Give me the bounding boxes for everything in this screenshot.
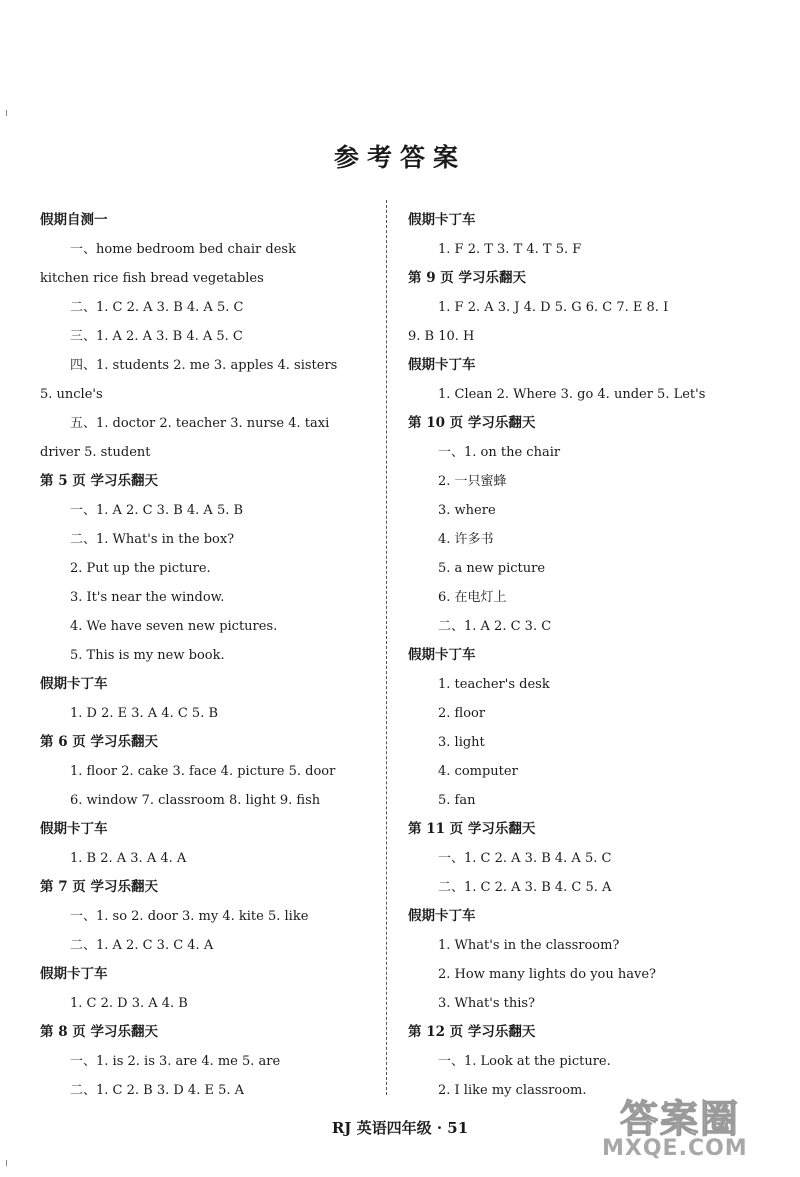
section-heading: 第 5 页 学习乐翻天 — [40, 473, 158, 489]
answer-line: 5. a new picture — [438, 561, 546, 576]
section-heading: 假期卡丁车 — [40, 676, 108, 692]
answer-line: 1. F 2. T 3. T 4. T 5. F — [438, 242, 582, 257]
page-footer: RJ 英语四年级 · 51 — [331, 1119, 469, 1137]
section-heading: 第 6 页 学习乐翻天 — [40, 734, 158, 750]
section-heading: 第 11 页 学习乐翻天 — [408, 821, 536, 837]
answer-line: 3. light — [438, 735, 485, 750]
section-heading: 第 8 页 学习乐翻天 — [40, 1024, 158, 1040]
section-heading: 第 7 页 学习乐翻天 — [40, 879, 158, 895]
answer-line: 二、1. C 2. A 3. B 4. A 5. C — [70, 300, 244, 315]
answer-line: 9. B 10. H — [408, 329, 475, 344]
watermark-logo-text: 答案圈 — [620, 1097, 741, 1141]
answer-line: 5. This is my new book. — [70, 648, 225, 663]
answer-line: 一、1. C 2. A 3. B 4. A 5. C — [438, 851, 612, 866]
answer-line: 2. 一只蜜蜂 — [438, 474, 507, 489]
answer-line: 3. What's this? — [438, 996, 536, 1011]
answer-line: 1. Clean 2. Where 3. go 4. under 5. Let's — [438, 387, 706, 402]
answer-line: 1. D 2. E 3. A 4. C 5. B — [70, 706, 219, 721]
answer-line: 五、1. doctor 2. teacher 3. nurse 4. taxi — [70, 416, 330, 431]
answer-line: 三、1. A 2. A 3. B 4. A 5. C — [70, 329, 243, 344]
page-title: 参考答案 — [333, 143, 466, 172]
answer-line: 1. F 2. A 3. J 4. D 5. G 6. C 7. E 8. I — [438, 300, 669, 315]
answer-line: 2. Put up the picture. — [70, 561, 211, 576]
answer-line: 4. 许多书 — [438, 532, 494, 547]
answer-line: 6. window 7. classroom 8. light 9. fish — [70, 793, 321, 808]
column-divider — [386, 200, 387, 1095]
answer-line: 1. C 2. D 3. A 4. B — [70, 996, 188, 1011]
answer-line: 1. floor 2. cake 3. face 4. picture 5. door — [70, 764, 336, 779]
answer-line: 二、1. C 2. B 3. D 4. E 5. A — [70, 1083, 245, 1098]
answer-line: 1. teacher's desk — [438, 677, 550, 692]
answer-line: 一、1. A 2. C 3. B 4. A 5. B — [70, 503, 244, 518]
answer-line: 4. We have seven new pictures. — [70, 619, 278, 634]
section-heading: 假期卡丁车 — [40, 966, 108, 982]
answer-line: 5. fan — [438, 793, 476, 808]
section-heading: 假期卡丁车 — [408, 212, 476, 228]
margin-mark — [6, 110, 7, 116]
section-heading: 第 12 页 学习乐翻天 — [408, 1024, 536, 1040]
section-heading: 假期卡丁车 — [40, 821, 108, 837]
answer-line: 2. floor — [438, 706, 486, 721]
answer-line: 一、1. is 2. is 3. are 4. me 5. are — [70, 1054, 281, 1069]
answer-line: 2. I like my classroom. — [438, 1083, 587, 1098]
left-column — [40, 206, 380, 1105]
answer-line: 1. What's in the classroom? — [438, 938, 620, 953]
answer-line: 4. computer — [438, 764, 518, 779]
section-heading: 第 9 页 学习乐翻天 — [408, 270, 526, 286]
answer-line: 6. 在电灯上 — [438, 590, 507, 605]
section-heading: 第 10 页 学习乐翻天 — [408, 415, 536, 431]
section-heading: 假期卡丁车 — [408, 357, 476, 373]
answer-line: driver 5. student — [40, 445, 151, 460]
answer-line: 1. B 2. A 3. A 4. A — [70, 851, 187, 866]
answer-line: 3. It's near the window. — [70, 590, 225, 605]
answer-line: 一、home bedroom bed chair desk — [70, 242, 296, 257]
section-heading: 假期自测一 — [40, 212, 108, 228]
right-column — [408, 206, 758, 1105]
answer-line: 二、1. C 2. A 3. B 4. C 5. A — [438, 880, 612, 895]
section-heading: 假期卡丁车 — [408, 908, 476, 924]
answer-line: 3. where — [438, 503, 496, 518]
watermark-domain: MXQE.COM — [602, 1136, 748, 1161]
margin-mark — [6, 1160, 7, 1166]
answer-line: 一、1. so 2. door 3. my 4. kite 5. like — [70, 909, 309, 924]
answer-line: 5. uncle's — [40, 387, 103, 402]
answer-line: 二、1. What's in the box? — [70, 532, 235, 547]
answer-line: 一、1. Look at the picture. — [438, 1054, 611, 1069]
answer-line: 二、1. A 2. C 3. C 4. A — [70, 938, 214, 953]
answer-line: kitchen rice fish bread vegetables — [40, 271, 264, 286]
section-heading: 假期卡丁车 — [408, 647, 476, 663]
answer-line: 四、1. students 2. me 3. apples 4. sisters — [70, 358, 338, 373]
answer-line: 二、1. A 2. C 3. C — [438, 619, 552, 634]
answer-line: 2. How many lights do you have? — [438, 967, 657, 982]
answer-line: 一、1. on the chair — [438, 445, 561, 460]
